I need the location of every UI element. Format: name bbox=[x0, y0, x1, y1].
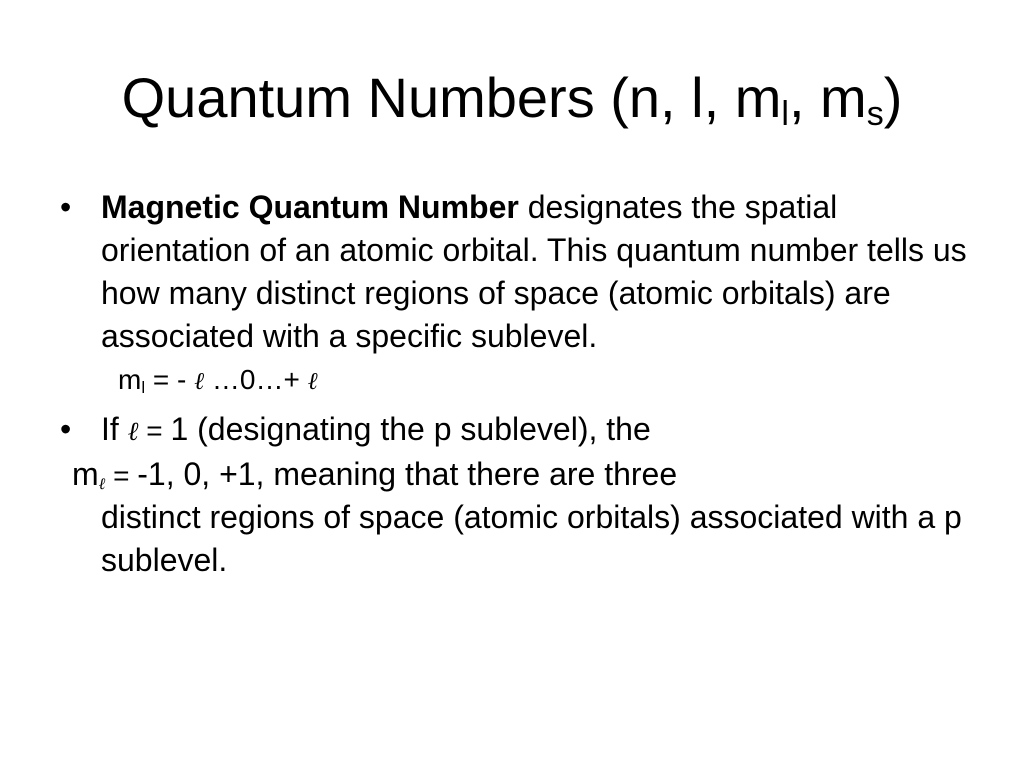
title-end: ) bbox=[883, 66, 903, 129]
continuation-equals: = bbox=[105, 460, 138, 491]
title-mid: , m bbox=[788, 66, 867, 129]
bullet2-ell: ℓ bbox=[127, 417, 139, 446]
formula-m: m bbox=[118, 364, 142, 395]
title-subscript-l: l bbox=[781, 95, 789, 133]
formula-equals: = - bbox=[145, 364, 195, 395]
bullet-dot: • bbox=[60, 411, 72, 447]
continuation-lead bbox=[72, 453, 677, 497]
bold-term: Magnetic Quantum Number bbox=[101, 189, 519, 225]
title-main: Quantum Numbers (n, l, m bbox=[121, 66, 782, 129]
bullet2-continuation bbox=[60, 453, 990, 582]
slide-title bbox=[0, 60, 1024, 136]
formula-ell-2: ℓ bbox=[307, 369, 318, 395]
continuation-ell: ℓ bbox=[98, 476, 106, 493]
bullet1-text: designates the spatial orientation of an atomic orbital. This quantum number tells us how many distinct regions of space (atomic orbitals) are associated with a specific sublevel. bbox=[101, 189, 967, 354]
bullet2-text: 1 (designating the p sublevel), the bbox=[170, 411, 651, 447]
continuation-text-1: -1, 0, +1, meaning that there are three bbox=[137, 456, 678, 492]
bullet-p-sublevel bbox=[60, 408, 990, 453]
ml-range-formula bbox=[60, 360, 990, 408]
bullet2-equals: = bbox=[138, 415, 171, 446]
bullet-magnetic-quantum-number bbox=[60, 186, 990, 358]
bullet2-if: If bbox=[101, 411, 128, 447]
continuation-m: m bbox=[72, 456, 99, 492]
bullet-dot: • bbox=[60, 189, 72, 225]
formula-ell-1: ℓ bbox=[194, 369, 205, 395]
continuation-text-2: distinct regions of space (atomic orbitals) associated with a p sublevel. bbox=[101, 499, 962, 578]
title-subscript-s: s bbox=[866, 95, 884, 133]
formula-subscript: l bbox=[141, 378, 146, 397]
slide-body bbox=[60, 186, 990, 582]
formula-range: …0…+ bbox=[204, 364, 308, 395]
